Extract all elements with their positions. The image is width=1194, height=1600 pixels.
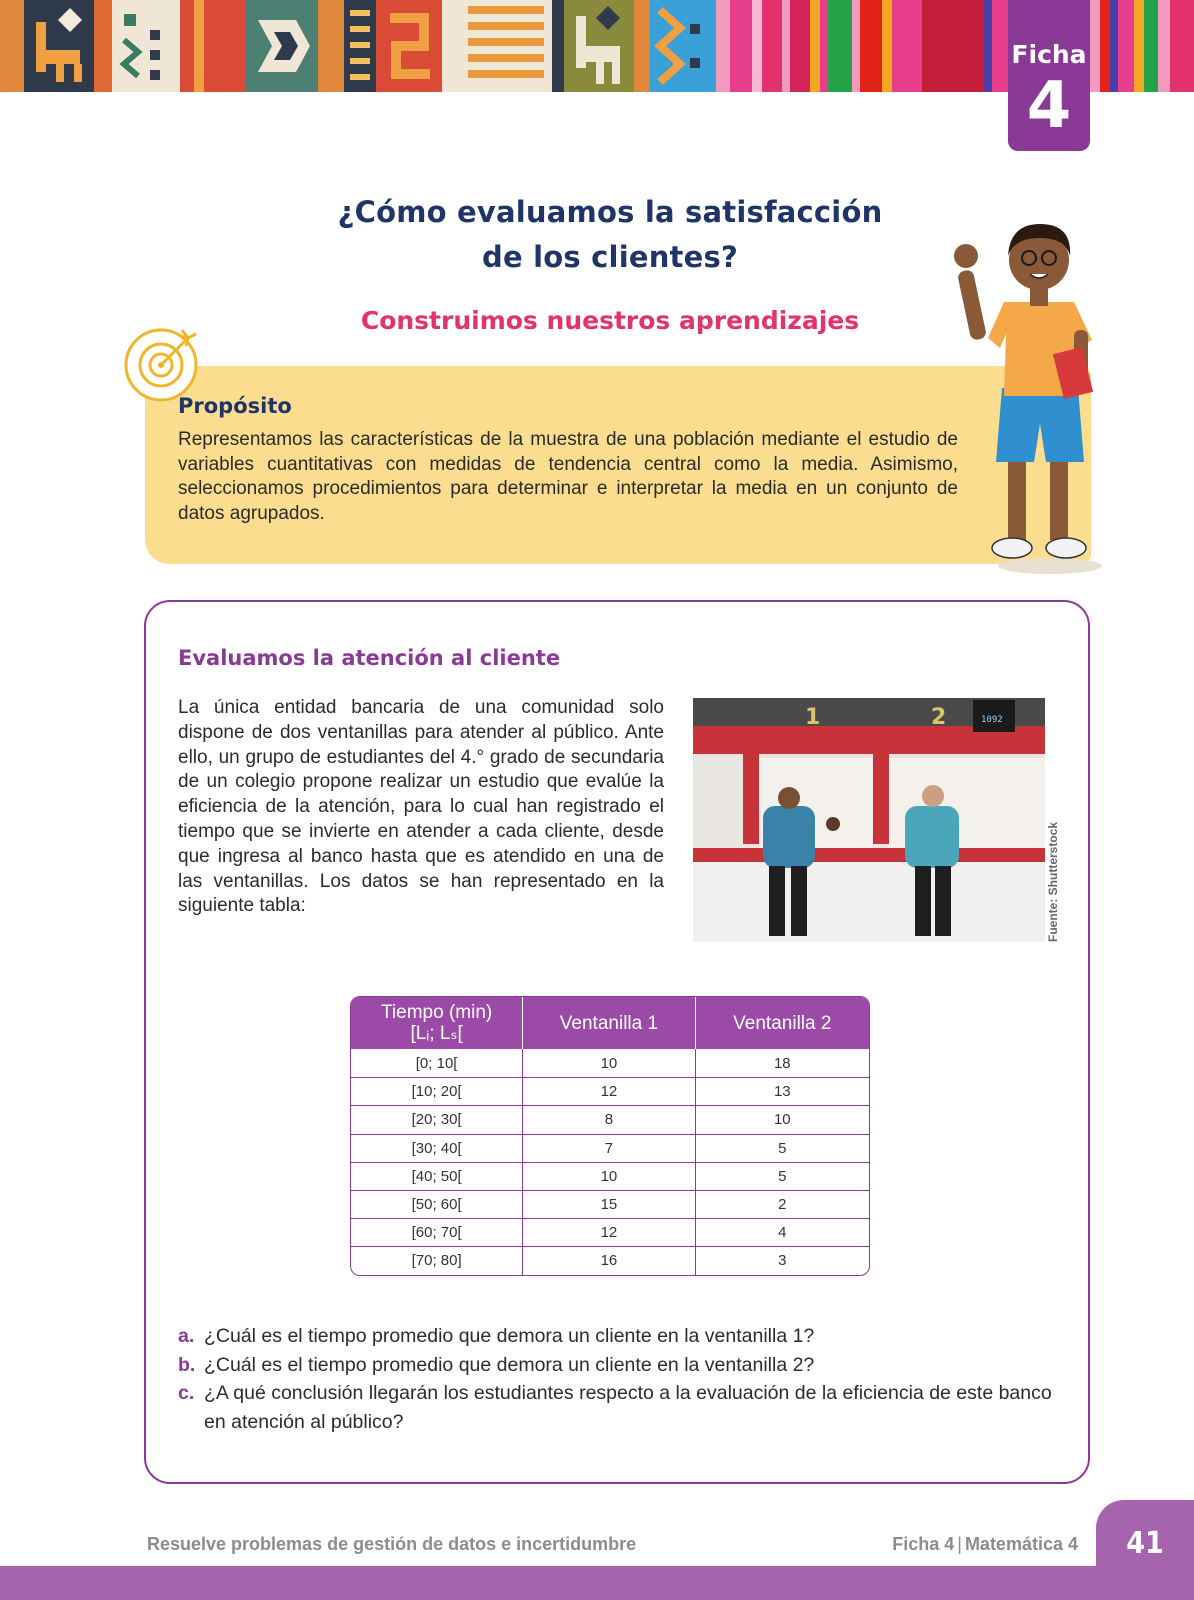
table-row — [351, 1190, 869, 1218]
question-letter: b. — [178, 1353, 196, 1376]
question-letter: a. — [178, 1325, 195, 1347]
header-time-interval — [351, 997, 523, 1049]
question-a — [178, 1322, 1068, 1351]
cell-ventanilla-1: 10 — [523, 1162, 695, 1190]
cell-ventanilla-2: 10 — [696, 1105, 869, 1133]
question-c — [178, 1379, 1068, 1436]
cell-interval: [50; 60[ — [351, 1190, 523, 1218]
bank-counter-photo — [693, 698, 1045, 942]
cell-interval: [30; 40[ — [351, 1134, 523, 1162]
purpose-text: Representamos las características de la muestra de una población mediante el estudio de variables cuantitativas con medidas de tendencia central como la media. Asimismo, seleccionamos procedimientos para determinar e interpretar la media en un conjunto de datos agrupados. — [178, 429, 958, 524]
table-row — [351, 1077, 869, 1105]
ficha-tab — [1008, 0, 1090, 151]
cell-ventanilla-2: 5 — [696, 1162, 869, 1190]
table-row — [351, 1049, 869, 1077]
footer-competence: Resuelve problemas de gestión de datos e incertidumbre — [147, 1534, 637, 1554]
question-text: ¿Cuál es el tiempo promedio que demora un cliente en la ventanilla 2? — [204, 1353, 815, 1376]
window-sign-2: 2 — [931, 705, 947, 730]
question-text: ¿Cuál es el tiempo promedio que demora un cliente en la ventanilla 1? — [204, 1325, 815, 1347]
cell-interval: [10; 20[ — [351, 1077, 523, 1105]
table-row — [351, 1134, 869, 1162]
cell-ventanilla-1: 10 — [523, 1049, 695, 1077]
ficha-number: 4 — [1026, 69, 1072, 143]
cell-ventanilla-1: 8 — [523, 1105, 695, 1133]
question-letter: c. — [178, 1382, 195, 1404]
header-ventanilla-2: Ventanilla 2 — [696, 997, 869, 1049]
purpose-title: Propósito — [178, 394, 292, 418]
cell-ventanilla-2: 2 — [696, 1190, 869, 1218]
cell-ventanilla-2: 13 — [696, 1077, 869, 1105]
footer-separator: | — [957, 1534, 962, 1554]
section-subtitle: Construimos nuestros aprendizajes — [360, 306, 860, 335]
header-ventanilla-1: Ventanilla 1 — [523, 997, 695, 1049]
footer-ficha: Ficha 4 — [892, 1534, 955, 1554]
frequency-table — [350, 996, 870, 1276]
footer-subject: Matemática 4 — [964, 1534, 1078, 1554]
page-title-line1: ¿Cómo evaluamos la satisfacción — [337, 195, 883, 229]
cell-ventanilla-1: 16 — [523, 1246, 695, 1274]
cell-ventanilla-1: 15 — [523, 1190, 695, 1218]
cell-ventanilla-2: 5 — [696, 1134, 869, 1162]
table-row — [351, 1162, 869, 1190]
cell-interval: [40; 50[ — [351, 1162, 523, 1190]
page-title-line2: de los clientes? — [482, 240, 738, 274]
footer-bar — [0, 1566, 1194, 1600]
activity-title: Evaluamos la atención al cliente — [178, 646, 561, 670]
photo-credit: Fuente: Shutterstock — [1046, 821, 1060, 942]
table-row — [351, 1218, 869, 1246]
cell-ventanilla-1: 7 — [523, 1134, 695, 1162]
footer-reference — [892, 1534, 1078, 1555]
cell-ventanilla-1: 12 — [523, 1218, 695, 1246]
cell-interval: [20; 30[ — [351, 1105, 523, 1133]
cell-ventanilla-2: 18 — [773, 1054, 791, 1072]
table-header-row — [351, 997, 869, 1049]
activity-text: La única entidad bancaria de una comunidad solo dispone de dos ventanillas para atender al público. Ante ello, un grupo de estudiantes del 4.° grado de secundaria de un colegio propone realizar un estudio que evalúe la eficiencia de la atención, para lo cual han registrado el tiempo que se invierte en atender a cada cliente, desde que ingresa al banco hasta que es atendido en una de las ventanillas. Los datos se han representado en la siguiente tabla: — [178, 697, 664, 917]
ficha-label: Ficha — [1011, 40, 1087, 69]
queue-screen-number: 1092 — [981, 715, 1003, 725]
cell-ventanilla-1: 12 — [523, 1077, 695, 1105]
page-title — [300, 190, 920, 280]
page-number: 41 — [1126, 1526, 1164, 1561]
header-time-line2: [Lᵢ; Lₛ[ — [410, 1023, 463, 1044]
cell-interval: [60; 70[ — [351, 1218, 523, 1246]
header-time-line1: Tiempo (min) — [381, 1002, 493, 1023]
cell-ventanilla-2: 3 — [696, 1246, 869, 1274]
target-icon — [124, 324, 202, 402]
question-text: ¿A qué conclusión llegarán los estudiantes respecto a la evaluación de la eficiencia de este banco en atención al público? — [204, 1382, 1052, 1433]
cell-ventanilla-2: 4 — [696, 1218, 869, 1246]
table-row — [351, 1105, 869, 1133]
question-b — [178, 1351, 1068, 1380]
question-list — [178, 1322, 1068, 1436]
table-row — [351, 1246, 869, 1274]
window-sign-1: 1 — [805, 705, 821, 730]
cell-interval: [0; 10[ — [351, 1049, 523, 1077]
cell-interval: [70; 80] — [351, 1246, 523, 1274]
waving-student-illustration — [950, 210, 1130, 580]
